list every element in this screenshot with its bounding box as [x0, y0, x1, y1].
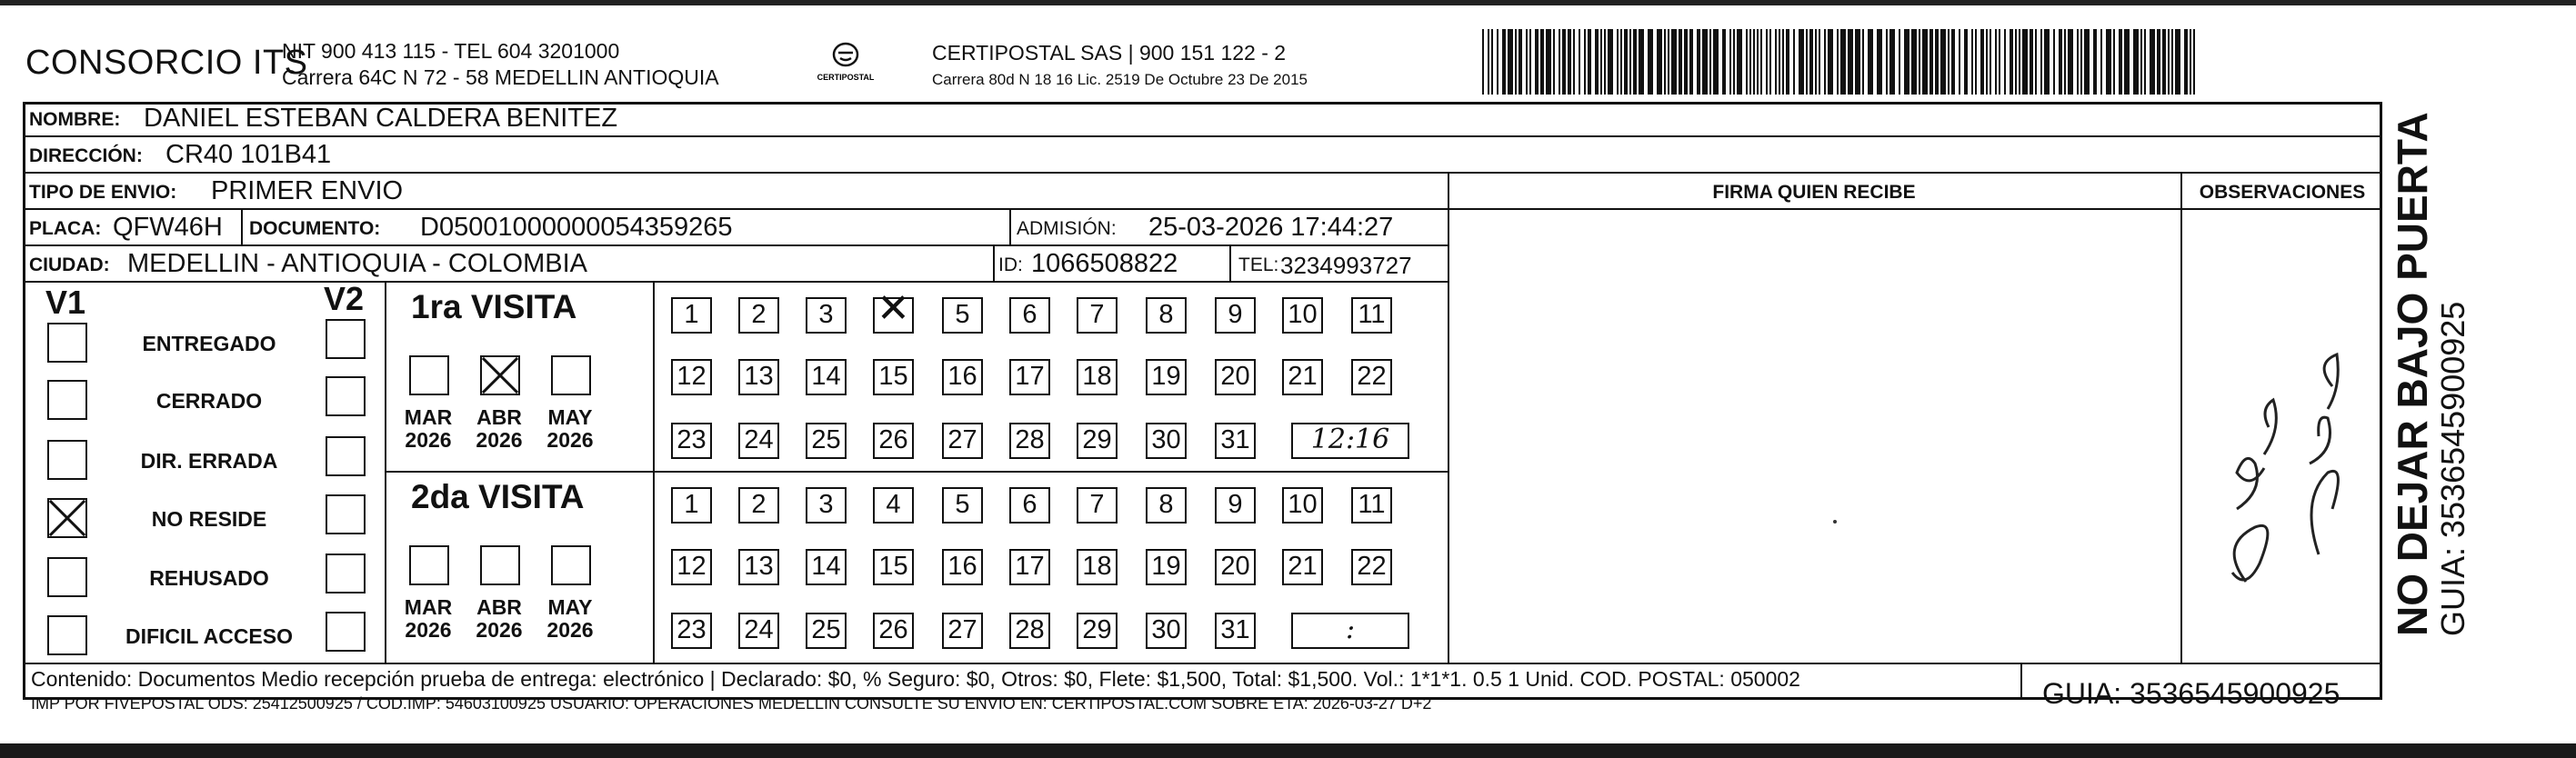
carrier-name: CERTIPOSTAL SAS | 900 151 122 - 2 [932, 41, 1287, 65]
barcode-bar [1951, 29, 1955, 95]
status-v1-checkbox[interactable] [47, 440, 87, 480]
day-box[interactable]: 22 [1351, 549, 1392, 585]
barcode-bar [1753, 29, 1755, 95]
barcode-bar [2175, 29, 2180, 95]
company-nit: NIT 900 413 115 - TEL 604 3201000 [282, 39, 620, 63]
tipo-envio-value: PRIMER ENVIO [211, 176, 404, 205]
barcode-bar [2157, 29, 2160, 95]
barcode-bar [1749, 29, 1751, 95]
day-box[interactable]: 11 [1351, 297, 1392, 334]
month-name: MAR [404, 595, 453, 619]
company-address: Carrera 64C N 72 - 58 MEDELLIN ANTIOQUIA [282, 65, 719, 89]
admision-label: ADMISIÓN: [1017, 218, 1117, 239]
barcode-bar [2171, 29, 2173, 95]
barcode-bar [1940, 29, 1946, 95]
tel-label: TEL: [1238, 254, 1279, 275]
month-year: 2026 [405, 618, 452, 642]
day-box[interactable] [873, 297, 914, 334]
barcode-bar [1769, 29, 1771, 95]
barcode-bar [1815, 29, 1817, 95]
day-box[interactable]: 5 [942, 297, 983, 334]
barcode-bar [1629, 29, 1631, 95]
barcode-bar [1562, 29, 1566, 95]
barcode-bar [1760, 29, 1762, 95]
status-v2-checkbox[interactable] [326, 554, 366, 593]
barcode-bar [1911, 29, 1917, 95]
barcode-bar [1595, 29, 1599, 95]
barcode-bar [1848, 29, 1853, 95]
month-label [538, 596, 602, 642]
ciudad-label: CIUDAD: [29, 254, 110, 275]
barcode-bar [2015, 29, 2017, 95]
day-box[interactable]: 20 [1215, 359, 1256, 395]
day-box[interactable]: 29 [1077, 613, 1118, 649]
barcode-bar [1840, 29, 1846, 95]
barcode-bar [2162, 29, 2166, 95]
barcode-bar [1624, 29, 1628, 95]
day-box[interactable]: 8 [1146, 297, 1187, 334]
month-year: 2026 [405, 428, 452, 452]
barcode-bar [1679, 29, 1682, 95]
barcode-bar [1573, 29, 1575, 95]
barcode-bar [1535, 29, 1539, 95]
nombre-value: DANIEL ESTEBAN CALDERA BENITEZ [144, 104, 618, 133]
barcode-bar [2106, 29, 2111, 95]
day-box[interactable]: 15 [873, 359, 914, 395]
barcode-bar [1604, 29, 1606, 95]
day-box[interactable]: 1 [671, 487, 712, 524]
month-checkbox[interactable] [551, 545, 591, 585]
barcode-bar [1899, 29, 1900, 95]
company-info [282, 38, 719, 91]
barcode-bar [1799, 29, 1804, 95]
barcode-bar [1722, 29, 1726, 95]
barcode-bar [2059, 29, 2062, 95]
status-label: DIR. ERRADA [140, 449, 278, 473]
barcode [1482, 29, 2200, 95]
day-box[interactable]: 13 [738, 549, 779, 585]
day-box[interactable]: 13 [738, 359, 779, 395]
barcode-bar [2068, 29, 2073, 95]
day-box[interactable]: 8 [1146, 487, 1187, 524]
barcode-bar [2150, 29, 2155, 95]
barcode-bar [2168, 29, 2170, 95]
month-name: ABR [476, 405, 522, 429]
barcode-bar [2119, 29, 2122, 95]
visit-divider [385, 471, 1448, 473]
barcode-bar [2193, 29, 2195, 95]
barcode-bar [1657, 29, 1662, 95]
barcode-bar [1733, 29, 1735, 95]
barcode-bar [1664, 29, 1666, 95]
day-box[interactable]: 10 [1282, 487, 1323, 524]
firma-divider [1448, 172, 1449, 663]
barcode-bar [1689, 29, 1693, 95]
month-name: MAY [547, 595, 593, 619]
status-v2-checkbox[interactable] [326, 612, 366, 652]
barcode-bar [2190, 29, 2191, 95]
day-box[interactable]: 20 [1215, 549, 1256, 585]
day-box[interactable]: 25 [806, 613, 847, 649]
barcode-bar [1546, 29, 1551, 95]
status-label: DIFICIL ACCESO [125, 624, 293, 648]
barcode-bar [1526, 29, 1528, 95]
day-box[interactable]: 16 [942, 549, 983, 585]
footer-guia: GUIA: 3536545900925 [2042, 677, 2340, 710]
barcode-bar [2113, 29, 2115, 95]
barcode-bar [1671, 29, 1677, 95]
barcode-bar [2080, 29, 2082, 95]
status-v1-checkbox[interactable] [47, 498, 87, 538]
month-year: 2026 [546, 618, 594, 642]
barcode-bar [1697, 29, 1700, 95]
barcode-bar [1922, 29, 1928, 95]
barcode-bar [1639, 29, 1644, 95]
day-box[interactable]: 30 [1146, 613, 1187, 649]
day-box[interactable]: 19 [1146, 359, 1187, 395]
barcode-bar [1648, 29, 1653, 95]
day-box[interactable]: 23 [671, 613, 712, 649]
direccion-value: CR40 101B41 [165, 140, 332, 169]
barcode-bar [1782, 29, 1784, 95]
month-year: 2026 [476, 618, 523, 642]
day-box[interactable]: 14 [806, 549, 847, 585]
barcode-bar [1482, 29, 1484, 95]
barcode-bar [1620, 29, 1622, 95]
month-label [467, 596, 531, 642]
barcode-bar [1971, 29, 1973, 95]
barcode-bar [1986, 29, 1988, 95]
barcode-bar [1668, 29, 1669, 95]
admision-value: 25-03-2026 17:44:27 [1148, 213, 1394, 242]
day-box[interactable]: 28 [1009, 423, 1050, 459]
barcode-bar [1948, 29, 1950, 95]
day-box[interactable]: 31 [1215, 613, 1256, 649]
barcode-bar [1862, 29, 1864, 95]
visit-time[interactable]: 12:16 [1291, 423, 1409, 459]
barcode-bar [1919, 29, 1920, 95]
month-checkbox[interactable] [551, 355, 591, 395]
barcode-bar [1766, 29, 1768, 95]
barcode-bar [1709, 29, 1711, 95]
barcode-bar [1729, 29, 1731, 95]
barcode-bar [1515, 29, 1517, 95]
barcode-bar [1990, 29, 1991, 95]
day-box[interactable]: 3 [806, 297, 847, 334]
placa-label: PLACA: [29, 218, 102, 239]
day-box[interactable]: 11 [1351, 487, 1392, 524]
barcode-bar [2030, 29, 2033, 95]
barcode-bar [1584, 29, 1586, 95]
status-label: CERRADO [155, 389, 263, 413]
barcode-bar [1737, 29, 1742, 95]
barcode-bar [2140, 29, 2142, 95]
day-box[interactable]: 24 [738, 613, 779, 649]
row-divider [25, 172, 2382, 174]
status-v2-checkbox[interactable] [326, 436, 366, 476]
barcode-bar [2064, 29, 2066, 95]
day-box[interactable]: 29 [1077, 423, 1118, 459]
barcode-bar [2144, 29, 2146, 95]
row-divider [25, 244, 1448, 246]
barcode-bar [2044, 29, 2050, 95]
status-v2-checkbox[interactable] [326, 376, 366, 416]
barcode-bar [1828, 29, 1833, 95]
day-box[interactable]: 18 [1077, 359, 1118, 395]
barcode-bar [1633, 29, 1637, 95]
barcode-bar [2184, 29, 2188, 95]
barcode-bar [1488, 29, 1489, 95]
barcode-bar [2019, 29, 2020, 95]
day-box[interactable]: 26 [873, 423, 914, 459]
side-notice [2390, 112, 2471, 636]
barcode-bar [1617, 29, 1619, 95]
day-box[interactable]: 18 [1077, 549, 1118, 585]
barcode-bar [2040, 29, 2042, 95]
month-label [396, 596, 460, 642]
ciudad-value: MEDELLIN - ANTIOQUIA - COLOMBIA [127, 249, 587, 278]
month-name: ABR [476, 595, 522, 619]
barcode-bar [2084, 29, 2090, 95]
barcode-bar [1793, 29, 1795, 95]
barcode-bar [1819, 29, 1820, 95]
day-box[interactable]: 27 [942, 423, 983, 459]
direccion-label: DIRECCIÓN: [29, 145, 143, 166]
barcode-bar [2077, 29, 2079, 95]
barcode-bar [1579, 29, 1580, 95]
barcode-bar [1959, 29, 1960, 95]
barcode-bar [1809, 29, 1813, 95]
carrier-address: Carrera 80d N 18 16 Lic. 2519 De Octubre 23 De 2015 [932, 71, 1308, 88]
day-box[interactable]: 27 [942, 613, 983, 649]
status-label: REHUSADO [149, 566, 269, 590]
top-edge [0, 0, 2576, 5]
day-box[interactable]: 4 [873, 487, 914, 524]
id-value: 1066508822 [1031, 249, 1178, 278]
barcode-bar [1868, 29, 1873, 95]
status-label: ENTREGADO [142, 332, 276, 355]
day-box[interactable]: 23 [671, 423, 712, 459]
day-box[interactable]: 7 [1077, 297, 1118, 334]
cell-divider [241, 208, 243, 244]
visit-time[interactable]: : [1291, 613, 1409, 649]
observaciones-header: OBSERVACIONES [2199, 182, 2366, 203]
barcode-bar [1529, 29, 1531, 95]
day-box[interactable]: 17 [1009, 359, 1050, 395]
id-label: ID: [998, 254, 1023, 275]
barcode-bar [1779, 29, 1780, 95]
barcode-bar [1553, 29, 1555, 95]
status-v1-checkbox[interactable] [47, 323, 87, 363]
barcode-bar [1746, 29, 1748, 95]
day-box[interactable]: 6 [1009, 487, 1050, 524]
month-checkbox[interactable] [480, 545, 520, 585]
barcode-bar [1837, 29, 1839, 95]
barcode-bar [2100, 29, 2102, 95]
day-box[interactable]: 19 [1146, 549, 1187, 585]
company-name: CONSORCIO ITS [25, 44, 308, 82]
month-checkbox[interactable] [480, 355, 520, 395]
day-box[interactable]: 15 [873, 549, 914, 585]
barcode-bar [1824, 29, 1826, 95]
contenido-text: Contenido: Documentos Medio recepción prueba de entrega: electrónico | Declarado: $0, % Seguro: $0, Otros: $0, Flete: $1,500, Total: $1,500. Vol.: 1*1*1. 0.5 1 Unid. COD. POSTAL: 050002 [31, 667, 1800, 691]
visit-title: 2da VISITA [411, 478, 585, 515]
logo-text: CERTIPOSTAL [817, 73, 875, 82]
row-divider [25, 281, 1448, 283]
visit-title: 1ra VISITA [411, 288, 577, 325]
barcode-bar [2093, 29, 2097, 95]
barcode-bar [1519, 29, 1522, 95]
barcode-bar [1502, 29, 1506, 95]
day-box[interactable]: 16 [942, 359, 983, 395]
barcode-bar [1600, 29, 1602, 95]
barcode-bar [1568, 29, 1571, 95]
barcode-bar [1904, 29, 1909, 95]
barcode-bar [1964, 29, 1968, 95]
no-dejar-warning: NO DEJAR BAJO PUERTA [2389, 112, 2436, 636]
day-box[interactable]: 9 [1215, 297, 1256, 334]
status-v1-checkbox[interactable] [47, 380, 87, 420]
status-label: NO RESIDE [151, 507, 267, 531]
barcode-bar [1929, 29, 1933, 95]
day-box[interactable]: 1 [671, 297, 712, 334]
barcode-bar [1559, 29, 1560, 95]
month-label [538, 406, 602, 452]
barcode-bar [1806, 29, 1808, 95]
month-label [396, 406, 460, 452]
month-label [467, 406, 531, 452]
placa-value: QFW46H [113, 213, 223, 242]
barcode-bar [1855, 29, 1860, 95]
status-v1-checkbox[interactable] [47, 615, 87, 655]
barcode-bar [1877, 29, 1882, 95]
v1-header: V1 [45, 284, 86, 321]
day-box[interactable]: 7 [1077, 487, 1118, 524]
day-box[interactable]: 26 [873, 613, 914, 649]
bottom-edge [0, 743, 2576, 758]
cell-divider [1229, 244, 1231, 281]
day-box[interactable]: 2 [738, 297, 779, 334]
day-box[interactable]: 30 [1146, 423, 1187, 459]
barcode-bar [2022, 29, 2028, 95]
tipo-envio-label: TIPO DE ENVIO: [29, 182, 177, 203]
barcode-bar [1975, 29, 1977, 95]
barcode-bar [1608, 29, 1613, 95]
side-guia: GUIA: 3536545900925 [2434, 301, 2471, 636]
day-box[interactable]: 2 [738, 487, 779, 524]
barcode-bar [2010, 29, 2013, 95]
barcode-bar [2035, 29, 2037, 95]
column-header-divider [1448, 208, 2382, 210]
v2-header: V2 [324, 280, 365, 317]
day-box[interactable]: 31 [1215, 423, 1256, 459]
status-v2-checkbox[interactable] [326, 494, 366, 534]
footer-divider [25, 663, 2382, 664]
certipostal-logo [814, 36, 877, 91]
documento-label: DOCUMENTO: [249, 218, 381, 239]
carrier-info [932, 40, 1308, 93]
day-box[interactable]: 10 [1282, 297, 1323, 334]
month-name: MAY [547, 405, 593, 429]
day-box[interactable]: 24 [738, 423, 779, 459]
day-box[interactable]: 28 [1009, 613, 1050, 649]
documento-value: D05001000000054359265 [420, 213, 733, 242]
month-checkbox[interactable] [409, 545, 449, 585]
day-box[interactable]: 25 [806, 423, 847, 459]
barcode-bar [1497, 29, 1498, 95]
barcode-bar [1935, 29, 1939, 95]
cell-divider [1009, 208, 1011, 244]
barcode-bar [1713, 29, 1719, 95]
month-checkbox[interactable] [409, 355, 449, 395]
barcode-bar [1886, 29, 1888, 95]
day-box[interactable]: 5 [942, 487, 983, 524]
month-name: MAR [404, 405, 453, 429]
tel-value: 3234993727 [1280, 252, 1412, 279]
barcode-bar [1775, 29, 1777, 95]
barcode-bar [1757, 29, 1759, 95]
day-box[interactable]: 17 [1009, 549, 1050, 585]
barcode-bar [1980, 29, 1984, 95]
day-box[interactable]: 21 [1282, 359, 1323, 395]
barcode-bar [1684, 29, 1688, 95]
day-box[interactable]: 14 [806, 359, 847, 395]
signature [2182, 282, 2382, 627]
day-box[interactable]: 6 [1009, 297, 1050, 334]
footer-cell-divider [2020, 663, 2022, 700]
barcode-bar [1786, 29, 1789, 95]
barcode-bar [1889, 29, 1895, 95]
barcode-bar [2004, 29, 2006, 95]
barcode-bar [1540, 29, 1544, 95]
row-divider [25, 135, 2382, 137]
day-box[interactable]: 12 [671, 359, 712, 395]
day-box[interactable]: 12 [671, 549, 712, 585]
firma-header: FIRMA QUIEN RECIBE [1712, 182, 1916, 203]
ink-dot [1833, 520, 1837, 524]
barcode-bar [1702, 29, 1708, 95]
status-v2-checkbox[interactable] [326, 319, 366, 359]
status-v1-checkbox[interactable] [47, 557, 87, 597]
day-box[interactable]: 22 [1351, 359, 1392, 395]
month-year: 2026 [546, 428, 594, 452]
imp-text: IMP POR FIVEPOSTAL ODS: 25412500925 / COD.IMP: 54603100925 USUARIO: OPERACIONES MEDELLIN CONSULTE SU ENVIO EN: CERTIPOSTAL.COM SOBRE ETA: 2026-03-27 D+2 [31, 694, 1432, 713]
barcode-bar [1995, 29, 1997, 95]
barcode-bar [2124, 29, 2130, 95]
barcode-bar [1491, 29, 1493, 95]
month-year: 2026 [476, 428, 523, 452]
day-box[interactable]: 21 [1282, 549, 1323, 585]
nombre-label: NOMBRE: [29, 109, 121, 130]
day-box[interactable]: 9 [1215, 487, 1256, 524]
cell-divider [993, 244, 995, 281]
barcode-bar [1508, 29, 1513, 95]
day-box[interactable]: 3 [806, 487, 847, 524]
barcode-bar [1588, 29, 1591, 95]
barcode-bar [2133, 29, 2139, 95]
barcode-bar [1999, 29, 2000, 95]
barcode-bar [2053, 29, 2055, 95]
